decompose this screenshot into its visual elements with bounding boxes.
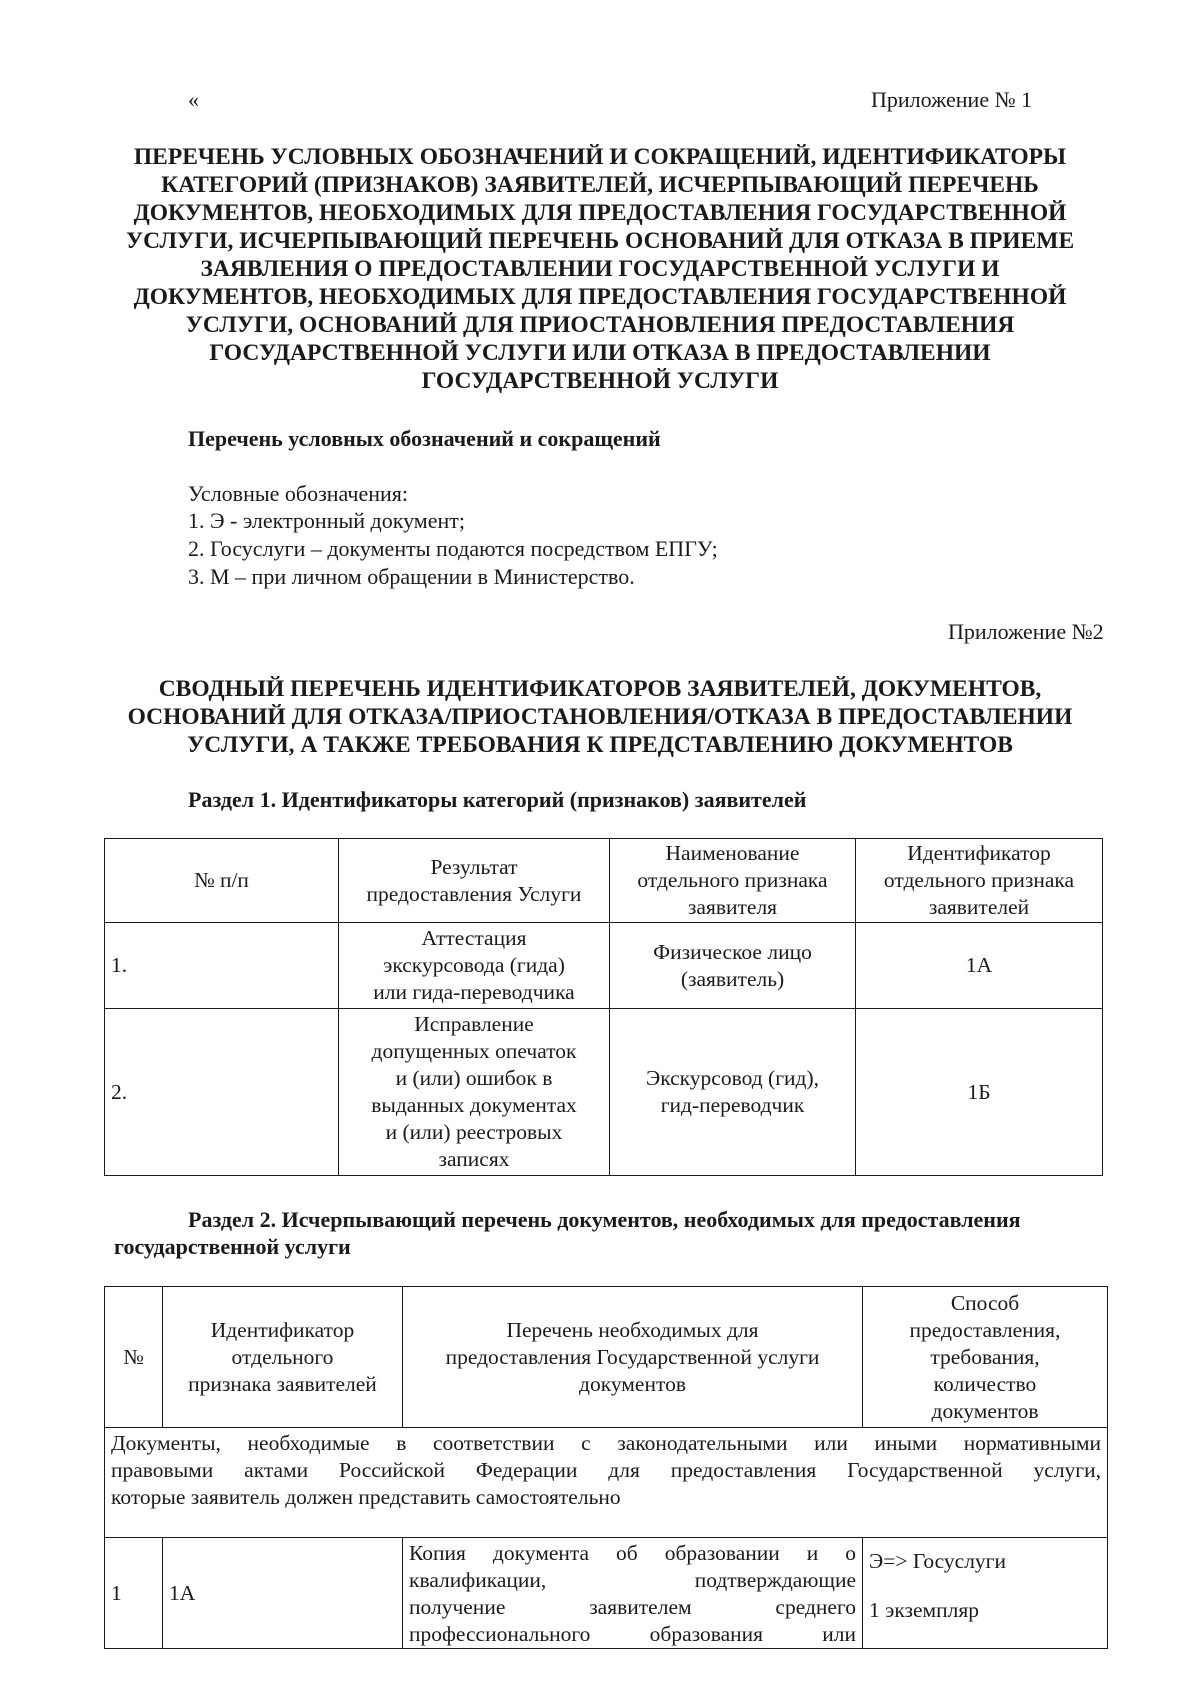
cell-line: допущенных опечаток: [371, 1039, 577, 1063]
required-documents-table: [104, 1286, 1108, 1649]
header-cell-num: № п/п: [105, 839, 339, 923]
cell-line: Физическое лицо: [653, 939, 812, 964]
cell-line: выданных документах: [371, 1093, 577, 1117]
cell-line: правовыми актами Российской Федерации для предоставления Государственной услуги,: [111, 1458, 1101, 1482]
cell-line: Копия документа об образовании и о: [409, 1541, 856, 1565]
cell-name: [610, 923, 856, 1009]
section-1-heading: Раздел 1. Идентификаторы категорий (признаков) заявителей: [188, 787, 807, 812]
cell-line: Документы, необходимые в соответствии с законодательными или иными нормативными: [111, 1431, 1101, 1455]
cell-line: записях: [438, 1147, 510, 1171]
title-line: УСЛУГИ, ИСЧЕРПЫВАЮЩИЙ ПЕРЕЧЕНЬ ОСНОВАНИЙ ДЛЯ ОТКАЗА В ПРИЕМЕ: [125, 228, 1075, 254]
cell-line: документов: [931, 1398, 1039, 1423]
title-line: ГОСУДАРСТВЕННОЙ УСЛУГИ: [421, 368, 779, 394]
cell-result: [339, 923, 610, 1009]
table-header-row: [105, 1287, 1108, 1428]
abbrev-item: 3. М – при личном обращении в Министерство.: [188, 564, 635, 589]
applicant-categories-table: [104, 838, 1103, 1176]
table-header-row: [105, 839, 1103, 923]
section-2-heading-cont: государственной услуги: [114, 1234, 351, 1259]
table-row: [105, 1009, 1103, 1176]
title-line: ДОКУМЕНТОВ, НЕОБХОДИМЫХ ДЛЯ ПРЕДОСТАВЛЕНИЯ ГОСУДАРСТВЕННОЙ: [133, 200, 1067, 226]
cell-line: Перечень необходимых для: [506, 1317, 759, 1342]
group-row: [105, 1428, 1108, 1538]
cell-line: и (или) реестровых: [385, 1120, 563, 1144]
title-line: УСЛУГИ, А ТАКЖЕ ТРЕБОВАНИЯ К ПРЕДСТАВЛЕНИЮ ДОКУМЕНТОВ: [187, 732, 1013, 758]
header-cell-method: [863, 1287, 1108, 1428]
cell-num: 1.: [105, 923, 339, 1009]
cell-line: документов: [579, 1371, 686, 1396]
header-cell-result: [339, 839, 610, 923]
abbrev-item: 1. Э - электронный документ;: [188, 508, 465, 533]
cell-line: 1 экземпляр: [869, 1598, 980, 1622]
title-line: СВОДНЫЙ ПЕРЕЧЕНЬ ИДЕНТИФИКАТОРОВ ЗАЯВИТЕЛЕЙ, ДОКУМЕНТОВ,: [158, 676, 1042, 702]
cell-line: (заявитель): [680, 966, 785, 991]
cell-line: Исправление: [414, 1012, 534, 1036]
cell-line: заявителей: [928, 895, 1030, 919]
cell-line: квалификации, подтверждающие: [409, 1568, 856, 1592]
header-cell-docs: [403, 1287, 863, 1428]
cell-num: 2.: [105, 1009, 339, 1176]
cell-docs: [403, 1538, 863, 1649]
appendix-1-label: Приложение № 1: [871, 87, 1033, 112]
cell-line: предоставления,: [909, 1317, 1061, 1342]
cell-line: заявителя: [687, 895, 778, 919]
cell-line: Результат: [430, 854, 518, 879]
cell-id: 1Б: [856, 1009, 1103, 1176]
cell-line: отдельного признака: [883, 868, 1075, 892]
main-title: [100, 143, 1100, 395]
abbrev-heading: Перечень условных обозначений и сокращений: [188, 426, 661, 451]
abbrev-item: 2. Госуслуги – документы подаются посредством ЕПГУ;: [188, 536, 718, 561]
cell-method: [863, 1538, 1108, 1649]
cell-line: профессионального образования или: [409, 1622, 856, 1646]
cell-line: Идентификатор: [907, 841, 1051, 865]
cell-line: количество: [933, 1371, 1037, 1396]
group-cell: [105, 1428, 1108, 1538]
title-line: ПЕРЕЧЕНЬ УСЛОВНЫХ ОБОЗНАЧЕНИЙ И СОКРАЩЕНИЙ, ИДЕНТИФИКАТОРЫ: [133, 144, 1067, 170]
title-line: ЗАЯВЛЕНИЯ О ПРЕДОСТАВЛЕНИИ ГОСУДАРСТВЕННОЙ УСЛУГИ И: [200, 256, 1000, 282]
cell-num: 1: [105, 1538, 163, 1649]
cell-line: предоставления Услуги: [366, 881, 582, 906]
cell-line: Аттестация: [421, 926, 527, 950]
header-cell-id: [163, 1287, 403, 1428]
cell-name: [610, 1009, 856, 1176]
appendix-2-label: Приложение №2: [948, 619, 1104, 644]
cell-line: признака заявителей: [188, 1371, 377, 1396]
cell-line: Способ: [950, 1290, 1020, 1315]
cell-line: Идентификатор: [210, 1317, 355, 1342]
title-line: УСЛУГИ, ОСНОВАНИЙ ДЛЯ ПРИОСТАНОВЛЕНИЯ ПРЕДОСТАВЛЕНИЯ: [185, 312, 1015, 338]
cell-id: 1А: [163, 1538, 403, 1649]
header-cell-id: [856, 839, 1103, 923]
cell-line: или гида-переводчика: [373, 980, 575, 1004]
header-cell-num: №: [105, 1287, 163, 1428]
cell-line: отдельного признака: [637, 868, 828, 892]
table-row: [105, 923, 1103, 1009]
cell-line: получение заявителем среднего: [409, 1595, 856, 1619]
cell-line: отдельного: [231, 1344, 334, 1369]
title-line: ГОСУДАРСТВЕННОЙ УСЛУГИ ИЛИ ОТКАЗА В ПРЕДОСТАВЛЕНИИ: [209, 340, 991, 366]
cell-line: и (или) ошибок в: [395, 1066, 553, 1090]
cell-line: гид-переводчик: [660, 1093, 805, 1117]
cell-line: экскурсовода (гида): [383, 953, 565, 977]
cell-line: Э=> Госуслуги: [869, 1549, 1006, 1573]
title-line: ДОКУМЕНТОВ, НЕОБХОДИМЫХ ДЛЯ ПРЕДОСТАВЛЕНИЯ ГОСУДАРСТВЕННОЙ: [133, 284, 1067, 310]
cell-id: 1А: [856, 923, 1103, 1009]
section-2-heading: Раздел 2. Исчерпывающий перечень документов, необходимых для предоставления: [188, 1207, 1021, 1232]
header-cell-name: [610, 839, 856, 923]
quote-mark: «: [188, 87, 199, 112]
cell-result: [339, 1009, 610, 1176]
title-line: ОСНОВАНИЙ ДЛЯ ОТКАЗА/ПРИОСТАНОВЛЕНИЯ/ОТКАЗА В ПРЕДОСТАВЛЕНИИ: [127, 704, 1073, 730]
abbrev-intro: Условные обозначения:: [188, 481, 409, 506]
table-row: [105, 1538, 1108, 1649]
cell-line: которые заявитель должен представить самостоятельно: [111, 1485, 621, 1509]
summary-title: [100, 675, 1100, 759]
title-line: КАТЕГОРИЙ (ПРИЗНАКОВ) ЗАЯВИТЕЛЕЙ, ИСЧЕРПЫВАЮЩИЙ ПЕРЕЧЕНЬ: [161, 172, 1039, 198]
cell-line: требования,: [930, 1344, 1040, 1369]
cell-line: Наименование: [665, 841, 800, 865]
cell-line: предоставления Государственной услуги: [445, 1344, 820, 1369]
cell-line: Экскурсовод (гид),: [646, 1066, 819, 1090]
